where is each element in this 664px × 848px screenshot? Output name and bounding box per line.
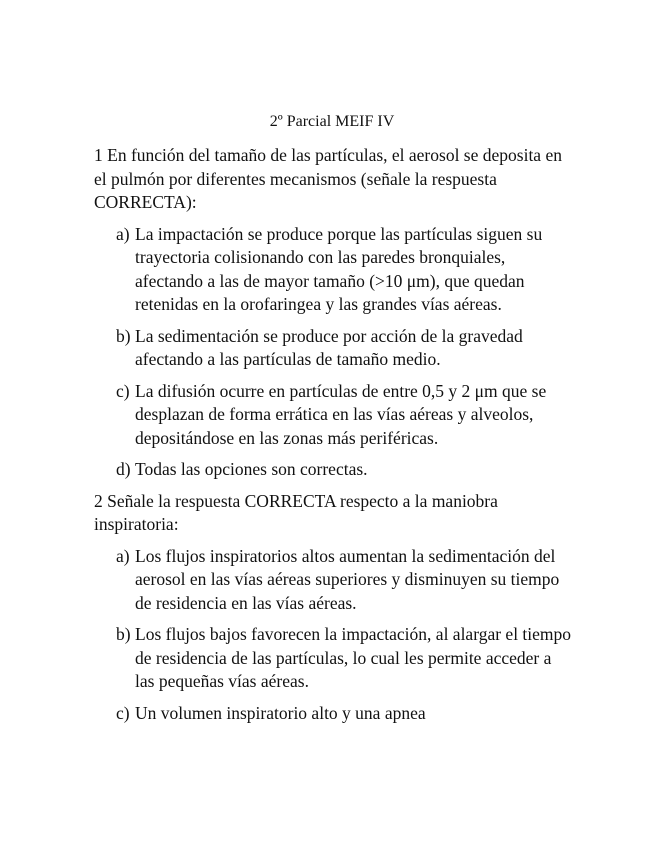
question-1-option-c [94,380,572,451]
document-body [94,144,572,733]
document-title: 2º Parcial MEIF IV [269,113,395,130]
question-2-option-c [94,702,572,726]
option-text: Los flujos inspiratorios altos aumentan la sedimentación del aerosol en las vías aéreas superiores y disminuyen su tiempo de residencia en las vías aéreas. [135,545,560,613]
question-2-option-b [94,623,572,694]
option-letter: d) [116,459,131,479]
option-letter: a) [116,223,130,244]
question-1-option-b [94,325,572,372]
question-1-options [94,223,572,482]
option-letter: b) [116,624,131,644]
option-text: Un volumen inspiratorio alto y una apnea [135,702,426,723]
question-2-options [94,545,572,726]
option-letter: b) [116,325,131,346]
option-text: La sedimentación se produce por acción de la gravedad afectando a las partículas de tamaño medio. [135,325,523,369]
question-1-text: 1 En función del tamaño de las partículas, el aerosol se deposita en el pulmón por diferentes mecanismos (señale la respuesta CORRECTA): [94,145,562,212]
option-text: La impactación se produce porque las partículas siguen su trayectoria colisionando con las paredes bronquiales, afectando a las de mayor tamaño (>10 μm), que quedan retenidas en la orofaringea y las grandes vías aéreas. [135,223,543,314]
question-2-text: 2 Señale la respuesta CORRECTA respecto a la maniobra inspiratoria: [94,490,498,534]
option-text: Los flujos bajos favorecen la impactación, al alargar el tiempo de residencia de las partículas, lo cual les permite acceder a las pequeñas vías aéreas. [135,624,572,691]
option-letter: a) [116,545,130,566]
question-1-option-a [94,223,572,317]
question-2-option-a [94,545,572,616]
option-text: Todas las opciones son correctas. [135,459,368,479]
option-text: La difusión ocurre en partículas de entre 0,5 y 2 μm que se desplazan de forma errática en las vías aéreas y alveolos, depositándose en las zonas más periféricas. [135,380,547,448]
option-letter: c) [116,702,130,723]
option-letter: c) [116,380,130,401]
question-1-option-d [94,458,572,482]
